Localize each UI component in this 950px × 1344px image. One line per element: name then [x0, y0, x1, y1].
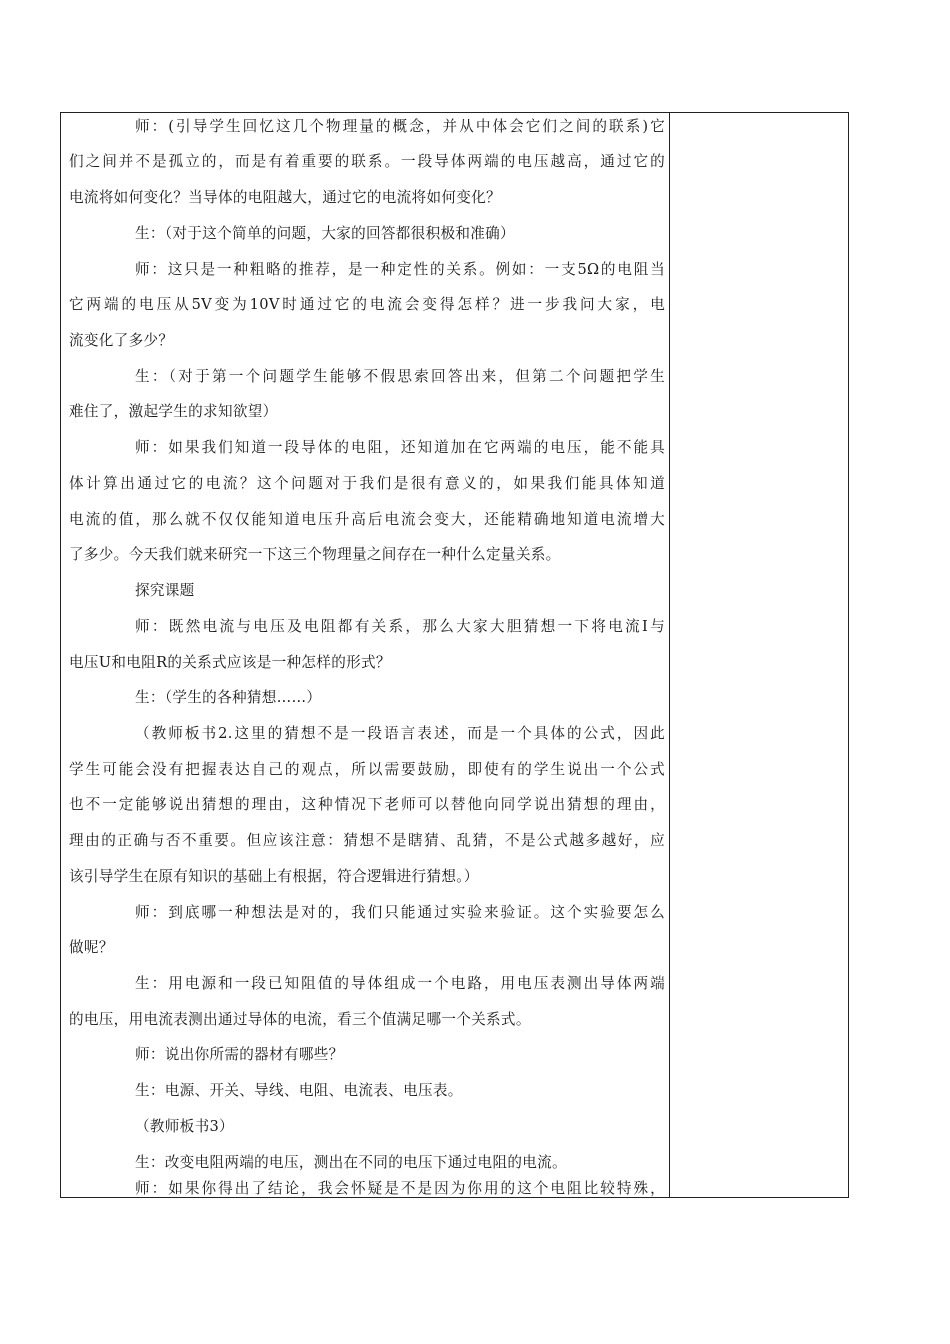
- text-line: 生：（对于这个简单的问题，大家的回答都很积极和准确）: [135, 225, 515, 242]
- text-line: （教师板书3）: [135, 1118, 234, 1135]
- text-line: 生：（对于第一个问题学生能够不假思索回答出来，但第二个问题把学生: [135, 368, 665, 385]
- notes-cell: [670, 113, 848, 1197]
- text-line: 电压U和电阻R的关系式应该是一种怎样的形式？: [69, 654, 391, 671]
- text-line: 生：电源、开关、导线、电阻、电流表、电压表。: [135, 1082, 463, 1099]
- text-line: 做呢？: [69, 939, 114, 956]
- text-line: 生：用电源和一段已知阻值的导体组成一个电路，用电压表测出导体两端: [135, 975, 665, 992]
- text-line: 师：如果你得出了结论，我会怀疑是不是因为你用的这个电阻比较特殊，: [135, 1180, 665, 1197]
- text-line: 师：既然电流与电压及电阻都有关系，那么大家大胆猜想一下将电流I与: [135, 618, 665, 635]
- text-line: 流变化了多少？: [69, 332, 174, 349]
- text-line: 难住了，激起学生的求知欲望）: [69, 403, 278, 420]
- text-line: 它两端的电压从5V变为10V时通过它的电流会变得怎样？进一步我问大家，电: [69, 296, 665, 313]
- text-line: 生：（学生的各种猜想……）: [135, 689, 322, 706]
- text-line: 师：(引导学生回忆这几个物理量的概念，并从中体会它们之间的联系)它: [135, 118, 665, 135]
- text-line: 理由的正确与否不重要。但应该注意：猜想不是瞎猜、乱猜，不是公式越多越好，应: [69, 832, 665, 849]
- text-line: 该引导学生在原有知识的基础上有根据，符合逻辑进行猜想。）: [69, 868, 479, 885]
- text-line: （教师板书2.这里的猜想不是一段语言表述，而是一个具体的公式，因此: [135, 725, 665, 742]
- text-line: 生：改变电阻两端的电压，测出在不同的电压下通过电阻的电流。: [135, 1154, 567, 1171]
- text-line: 体计算出通过它的电流？这个问题对于我们是很有意义的，如果我们能具体知道: [69, 475, 665, 492]
- text-line: 也不一定能够说出猜想的理由，这种情况下老师可以替他向同学说出猜想的理由，: [69, 796, 665, 813]
- text-line: 师：如果我们知道一段导体的电阻，还知道加在它两端的电压，能不能具: [135, 439, 665, 456]
- text-line: 学生可能会没有把握表达自己的观点，所以需要鼓励，即使有的学生说出一个公式: [69, 761, 665, 778]
- text-line: 电流的值，那么就不仅仅能知道电压升高后电流会变大，还能精确地知道电流增大: [69, 511, 665, 528]
- text-line: 了多少。今天我们就来研究一下这三个物理量之间存在一种什么定量关系。: [69, 546, 561, 563]
- text-line: 电流将如何变化？当导体的电阻越大，通过它的电流将如何变化？: [69, 189, 501, 206]
- text-line: 师：这只是一种粗略的推荐，是一种定性的关系。例如：一支5Ω的电阻当: [135, 261, 665, 278]
- text-line: 师：说出你所需的器材有哪些？: [135, 1046, 344, 1063]
- text-line: 师：到底哪一种想法是对的，我们只能通过实验来验证。这个实验要怎么: [135, 904, 665, 921]
- text-line: 的电压，用电流表测出通过导体的电流，看三个值满足哪一个关系式。: [69, 1011, 531, 1028]
- lesson-table: [60, 112, 849, 1198]
- text-line: 们之间并不是孤立的，而是有着重要的联系。一段导体两端的电压越高，通过它的: [69, 153, 665, 170]
- section-heading: 探究课题: [135, 582, 195, 599]
